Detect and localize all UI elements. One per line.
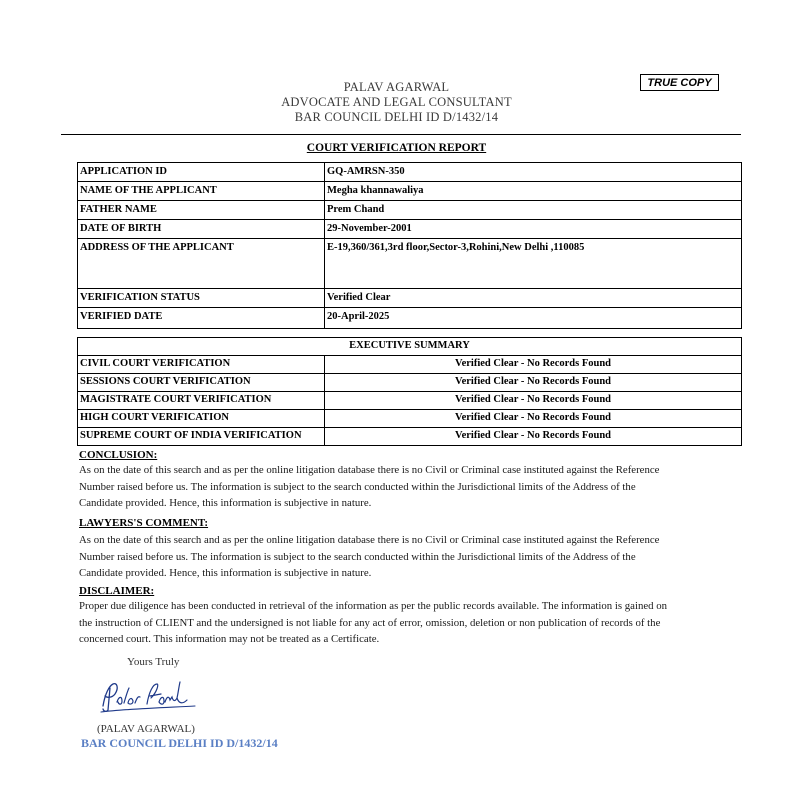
disclaimer-line: the instruction of CLIENT and the undersigned is not liable for any act of error, omission, deletion or non publication of records of the [79, 616, 661, 629]
table-row [78, 356, 742, 374]
summary-value: Verified Clear - No Records Found [325, 356, 742, 374]
disclaimer-text [79, 598, 734, 648]
summary-label: SUPREME COURT OF INDIA VERIFICATION [78, 428, 325, 446]
lawyers-comment-line: As on the date of this search and as per the online litigation database there is no Civil or Criminal case instituted against the Reference [79, 534, 660, 546]
lawyers-comment-line: Candidate provided. Hence, this information is subjective in nature. [79, 567, 372, 579]
table-row [78, 374, 742, 392]
table-row [78, 201, 742, 220]
detail-label: NAME OF THE APPLICANT [78, 182, 325, 201]
summary-value: Verified Clear - No Records Found [325, 392, 742, 410]
detail-label: FATHER NAME [78, 201, 325, 220]
disclaimer-line: concerned court. This information may not be treated as a Certificate. [79, 633, 380, 645]
disclaimer-line: Proper due diligence has been conducted in retrieval of the information as per the public records available. The information is gained on [79, 600, 668, 612]
detail-value: E-19,360/361,3rd floor,Sector-3,Rohini,New Delhi ,110085 [325, 239, 742, 289]
executive-summary-table [77, 337, 742, 446]
summary-label: HIGH COURT VERIFICATION [78, 410, 325, 428]
detail-label: ADDRESS OF THE APPLICANT [78, 239, 325, 289]
detail-label: APPLICATION ID [78, 163, 325, 182]
detail-value: Prem Chand [325, 201, 742, 220]
summary-value: Verified Clear - No Records Found [325, 428, 742, 446]
lawyers-comment-line: Number raised before us. The information is subject to the search conducted within the Jurisdictional limits of the Address of the [79, 550, 636, 563]
table-row [78, 410, 742, 428]
signature-image [95, 676, 205, 723]
conclusion-line: Number raised before us. The information is subject to the search conducted within the Jurisdictional limits of the Address of the [79, 480, 636, 493]
table-row [78, 308, 742, 329]
disclaimer-heading: DISCLAIMER: [79, 585, 155, 597]
table-row [78, 289, 742, 308]
conclusion-line: As on the date of this search and as per the online litigation database there is no Civil or Criminal case instituted against the Reference [79, 464, 660, 476]
advocate-bar-id: BAR COUNCIL DELHI ID D/1432/14 [294, 110, 499, 124]
conclusion-line: Candidate provided. Hence, this information is subjective in nature. [79, 497, 372, 509]
detail-value: GQ-AMRSN-350 [325, 163, 742, 182]
signatory-name: (PALAV AGARWAL) [97, 723, 195, 735]
advocate-name: PALAV AGARWAL [343, 80, 450, 94]
summary-value: Verified Clear - No Records Found [325, 410, 742, 428]
conclusion-text [79, 462, 734, 512]
conclusion-heading: CONCLUSION: [79, 449, 158, 461]
summary-label: CIVIL COURT VERIFICATION [78, 356, 325, 374]
table-row [78, 392, 742, 410]
lawyers-comment-heading: LAWYERS'S COMMENT: [79, 517, 209, 529]
summary-value: Verified Clear - No Records Found [325, 374, 742, 392]
summary-label: MAGISTRATE COURT VERIFICATION [78, 392, 325, 410]
header-divider [61, 134, 741, 135]
detail-label: VERIFIED DATE [78, 308, 325, 329]
summary-label: SESSIONS COURT VERIFICATION [78, 374, 325, 392]
report-title: COURT VERIFICATION REPORT [306, 142, 487, 154]
true-copy-stamp: TRUE COPY [640, 74, 719, 91]
lawyers-comment-text [79, 532, 734, 582]
detail-value: 20-April-2025 [325, 308, 742, 329]
detail-label: VERIFICATION STATUS [78, 289, 325, 308]
applicant-details-table [77, 162, 742, 329]
detail-value: Verified Clear [325, 289, 742, 308]
signatory-bar-id: BAR COUNCIL DELHI ID D/1432/14 [81, 736, 278, 750]
table-row [78, 428, 742, 446]
table-row [78, 182, 742, 201]
table-row [78, 220, 742, 239]
table-row [78, 239, 742, 289]
advocate-designation: ADVOCATE AND LEGAL CONSULTANT [281, 95, 512, 109]
executive-summary-title: EXECUTIVE SUMMARY [78, 338, 742, 356]
detail-value: 29-November-2001 [325, 220, 742, 239]
table-row [78, 163, 742, 182]
table-header-row [78, 338, 742, 356]
closing-salutation: Yours Truly [127, 656, 180, 668]
detail-value: Megha khannawaliya [325, 182, 742, 201]
detail-label: DATE OF BIRTH [78, 220, 325, 239]
